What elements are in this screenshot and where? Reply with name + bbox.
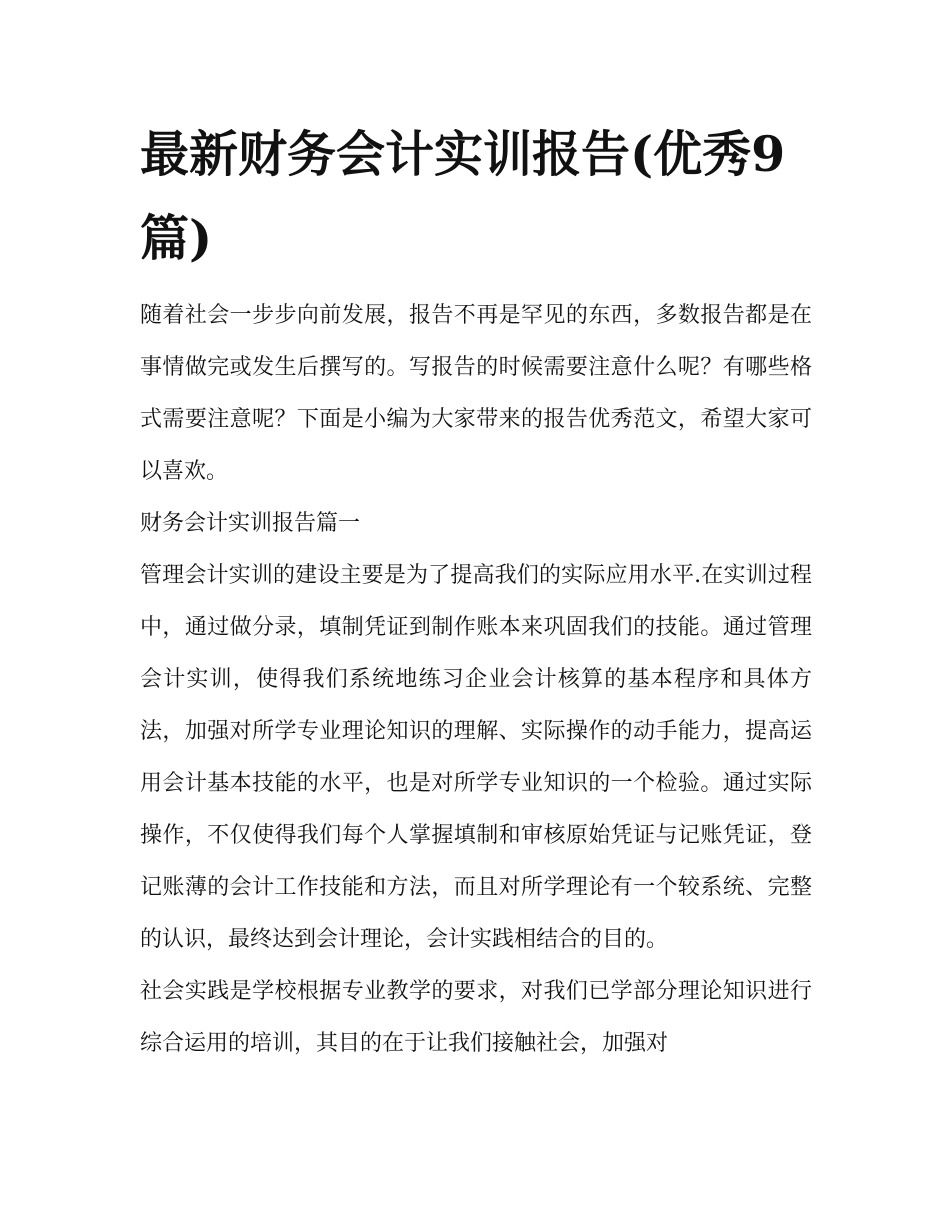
section-heading: 财务会计实训报告篇一 bbox=[140, 511, 361, 536]
document-page bbox=[140, 112, 812, 1070]
body-paragraph-2: 社会实践是学校根据专业教学的要求，对我们已学部分理论知识进行综合运用的培训，其目的在于让我们接触社会，加强对 bbox=[140, 979, 812, 1056]
document-title: 最新财务会计实训报告(优秀9篇) bbox=[140, 125, 786, 267]
intro-paragraph: 随着社会一步步向前发展，报告不再是罕见的东西，多数报告都是在事情做完或发生后撰写的。写报告的时候需要注意什么呢？有哪些格式需要注意呢？下面是小编为大家带来的报告优秀范文，希望大家可以喜欢。 bbox=[140, 303, 812, 484]
body-paragraph-1: 管理会计实训的建设主要是为了提高我们的实际应用水平.在实训过程中，通过做分录，填制凭证到制作账本来巩固我们的技能。通过管理会计实训，使得我们系统地练习企业会计核算的基本程序和具体方法，加强对所学专业理论知识的理解、实际操作的动手能力，提高运用会计基本技能的水平，也是对所学专业知识的一个检验。通过实际操作，不仅使得我们每个人掌握填制和审核原始凭证与记账凭证，登记账薄的会计工作技能和方法，而且对所学理论有一个较系统、完整的认识，最终达到会计理论，会计实践相结合的目的。 bbox=[140, 563, 812, 952]
